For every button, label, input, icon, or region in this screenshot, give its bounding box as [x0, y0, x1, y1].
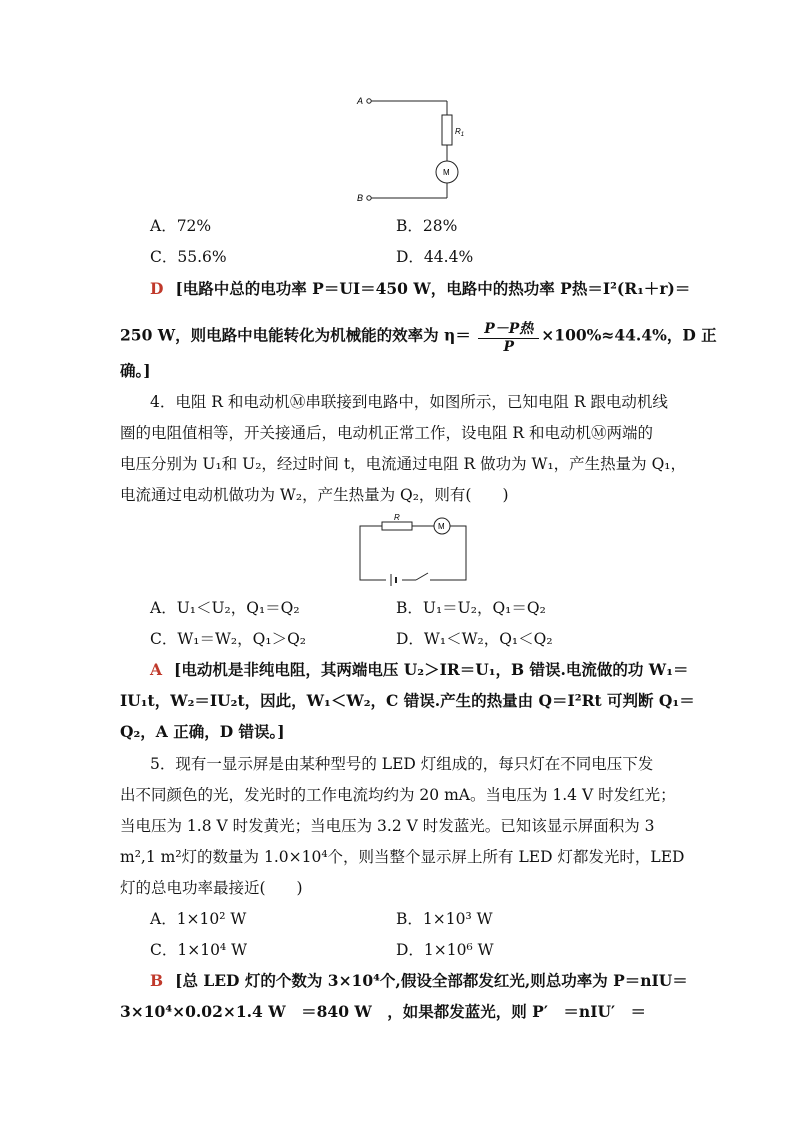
- q4-stem-line-4: 电流通过电动机做功为 W₂，产生热量为 Q₂，则有( ): [120, 486, 509, 504]
- terminal-a-label: A: [357, 96, 364, 106]
- q5-stem-line-3: 当电压为 1.8 V 时发黄光；当电压为 3.2 V 时发蓝光。已知该显示屏面积为 3: [120, 817, 655, 835]
- q3-option-a: A．72%: [150, 217, 212, 235]
- q5-option-d: D．1×10⁶ W: [396, 941, 494, 959]
- fig2-motor-label: M: [438, 522, 445, 531]
- q4-option-d: D．W₁＜W₂，Q₁＜Q₂: [396, 630, 553, 648]
- q5-stem-line-4: m²,1 m²灯的数量为 1.0×10⁴个，则当整个显示屏上所有 LED 灯都发光时，LED: [120, 848, 685, 866]
- q4-option-c: C．W₁＝W₂，Q₁＞Q₂: [150, 630, 306, 648]
- q4-answer-line-3: Q₂，A 正确，D 错误。]: [120, 722, 285, 741]
- fraction-denominator: P: [503, 339, 515, 355]
- fig2-resistor-label: R: [394, 513, 400, 522]
- terminal-b-label: B: [357, 193, 364, 203]
- q5-answer-line-2: 3×10⁴×0.02×1.4 W ＝840 W ，如果都发蓝光，则 P′ ＝nIU′ ＝: [120, 1002, 647, 1021]
- q4-answer-letter: A: [150, 660, 163, 679]
- q3-answer-line-1: D [电路中总的电功率 P＝UI＝450 W，电路中的热功率 P热＝I²(R₁＋r)＝: [150, 279, 691, 298]
- circuit-figure-2: [360, 512, 470, 584]
- q4-stem-line-3: 电压分别为 U₁和 U₂，经过时间 t，电流通过电阻 R 做功为 W₁，产生热量为 Q₁，: [120, 455, 687, 473]
- q5-stem-line-2: 出不同颜色的光，发光时的工作电流均约为 20 mA。当电压为 1.4 V 时发红光；: [120, 786, 676, 804]
- q5-option-a: A．1×10² W: [150, 910, 247, 928]
- q4-answer-line-1: A [电动机是非纯电阻，其两端电压 U₂＞IR＝U₁，B 错误.电流做的功 W₁＝: [150, 660, 689, 679]
- q3-option-b: B．28%: [396, 217, 458, 235]
- resistor-r1-label: $R_1$: [455, 127, 465, 138]
- q3-answer-line-2: 250 W，则电路中电能转化为机械能的效率为 η＝ P－P热 P ×100%≈44.4%，D 正: [120, 318, 717, 355]
- fraction-numerator: P－P热: [478, 318, 539, 339]
- circuit-figure-1: [355, 90, 475, 210]
- q4-stem-line-1: 4．电阻 R 和电动机Ⓜ串联接到电路中，如图所示，已知电阻 R 跟电动机线: [150, 393, 668, 411]
- q3-answer-line-3: 确。]: [120, 361, 151, 380]
- q3-option-d: D．44.4%: [396, 248, 474, 266]
- q5-answer-letter: B: [150, 971, 164, 990]
- q4-stem-line-2: 圈的电阻值相等，开关接通后，电动机正常工作，设电阻 R 和电动机Ⓜ两端的: [120, 424, 654, 442]
- q3-option-c: C．55.6%: [150, 248, 227, 266]
- q5-stem-line-1: 5．现有一显示屏是由某种型号的 LED 灯组成的，每只灯在不同电压下发: [150, 755, 654, 773]
- motor-label: M: [443, 168, 450, 177]
- q5-stem-line-5: 灯的总电功率最接近( ): [120, 879, 303, 897]
- efficiency-fraction: [478, 318, 539, 355]
- q4-option-b: B．U₁＝U₂，Q₁＝Q₂: [396, 599, 546, 617]
- q5-answer-line-1: B [总 LED 灯的个数为 3×10⁴个,假设全部都发红光,则总功率为 P＝nIU＝: [150, 971, 688, 990]
- q4-answer-line-2: IU₁t，W₂＝IU₂t，因此，W₁＜W₂，C 错误.产生的热量由 Q＝I²Rt 可判断 Q₁＝: [120, 691, 695, 710]
- q5-option-c: C．1×10⁴ W: [150, 941, 248, 959]
- q4-option-a: A．U₁＜U₂，Q₁＝Q₂: [150, 599, 300, 617]
- q3-answer-letter: D: [150, 279, 164, 298]
- q5-option-b: B．1×10³ W: [396, 910, 493, 928]
